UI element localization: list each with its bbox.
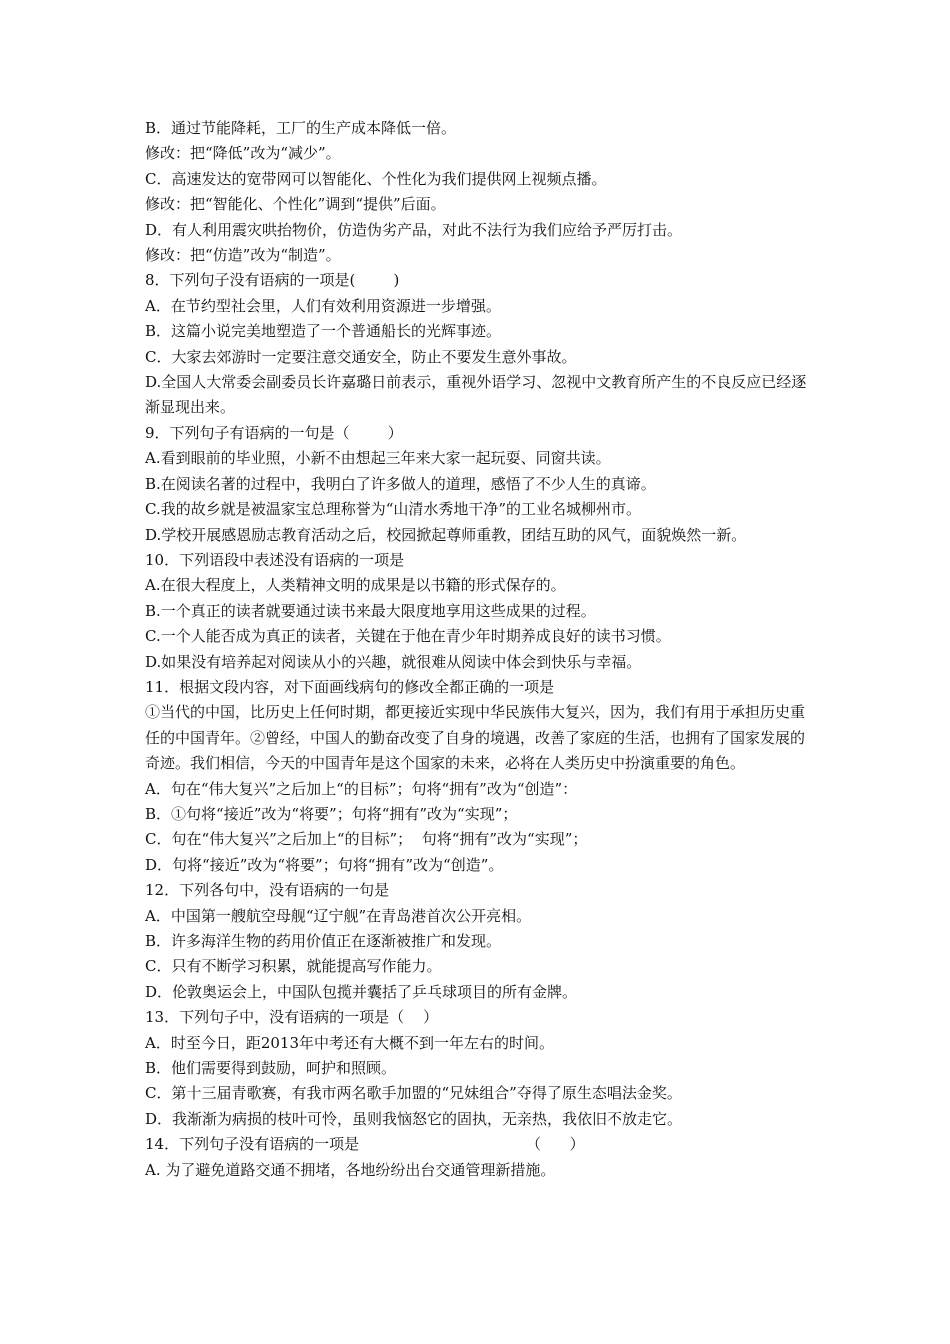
option-line: A．在节约型社会里，人们有效利用资源进一步增强。 [145,296,501,315]
option-line: C．只有不断学习积累，就能提高写作能力。 [145,957,442,976]
option-line: A. 为了避免道路交通不拥堵，各地纷纷出台交通管理新措施。 [145,1160,556,1179]
option-line: B．他们需要得到鼓励，呵护和照顾。 [145,1059,397,1078]
question-heading: 11．根据文段内容，对下面画线病句的修改全都正确的一项是 [145,677,555,696]
passage-paragraph: ①当代的中国，比历史上任何时期，都更接近实现中华民族伟大复兴，因为，我们有用于承担历史重任的中国青年。②曾经，中国人的勤奋改变了自身的境遇，改善了家庭的生活，也拥有了国家发展的奇迹。我们相信，今天的中国青年是这个国家的未来，必将在人类历史中扮演重要的角色。 [145,703,806,773]
option-line: A．时至今日，距2013年中考还有大概不到一年左右的时间。 [145,1033,555,1052]
question-heading: 14．下列句子没有语病的一项是 （ ） [145,1135,585,1154]
option-line: B.一个真正的读者就要通过读书来最大限度地享用这些成果的过程。 [145,601,596,620]
option-line: C．第十三届青歌赛，有我市两名歌手加盟的“兄妹组合”夺得了原生态唱法金奖。 [145,1084,682,1103]
text-line: C．高速发达的宽带网可以智能化、个性化为我们提供网上视频点播。 [145,169,607,188]
option-line: A．中国第一艘航空母舰“辽宁舰”在青岛港首次公开亮相。 [145,906,532,925]
option-line: A.在很大程度上，人类精神文明的成果是以书籍的形式保存的。 [145,576,566,595]
question-heading: 13．下列句子中，没有语病的一项是（ ） [145,1008,439,1027]
option-line: D.学校开展感恩励志教育活动之后，校园掀起尊师重教，团结互助的风气，面貌焕然一新。 [145,525,747,544]
question-heading: 10．下列语段中表述没有语病的一项是 [145,550,405,569]
option-line: B.在阅读名著的过程中，我明白了许多做人的道理，感悟了不少人生的真谛。 [145,474,656,493]
text-line: 修改：把“仿造”改为“制造”。 [145,246,341,265]
option-line: C.一个人能否成为真正的读者，关键在于他在青少年时期养成良好的读书习惯。 [145,627,671,646]
option-line: D．我渐渐为病损的枝叶可怜，虽则我恼怒它的固执，无亲热，我依旧不放走它。 [145,1109,683,1128]
option-line: C．句在“伟大复兴”之后加上“的目标”； 句将“拥有”改为“实现”； [145,830,588,849]
option-line: B．许多海洋生物的药用价值正在逐渐被推广和发现。 [145,932,502,950]
question-heading: 12．下列各句中，没有语病的一句是 [145,881,390,900]
option-line: D．伦敦奥运会上，中国队包揽并囊括了乒乓球项目的所有金牌。 [145,982,578,1001]
option-line: C.我的故乡就是被温家宝总理称誉为“山清水秀地干净”的工业名城柳州市。 [145,500,642,519]
option-line: B．这篇小说完美地塑造了一个普通船长的光辉事迹。 [145,322,502,341]
text-line: D．有人利用震灾哄抬物价，仿造伪劣产品，对此不法行为我们应给予严厉打击。 [145,220,683,239]
question-heading: 8．下列句子没有语病的一项是( ) [145,271,400,290]
option-line: B．①句将“接近”改为“将要”；句将“拥有”改为“实现”； [145,804,518,823]
option-line: D．句将“接近”改为“将要”；句将“拥有”改为“创造”。 [145,855,504,874]
question-heading: 9．下列句子有语病的一句是（ ） [145,423,403,442]
option-line: C．大家去郊游时一定要注意交通安全，防止不要发生意外事故。 [145,347,577,366]
text-line: 修改：把“智能化、个性化”调到“提供”后面。 [145,195,446,214]
option-line: A.看到眼前的毕业照，小新不由想起三年来大家一起玩耍、同窗共读。 [145,449,611,468]
text-line: B．通过节能降耗，工厂的生产成本降低一倍。 [145,119,457,137]
text-line: 修改：把“降低”改为“减少”。 [145,144,341,163]
option-line: A．句在“伟大复兴”之后加上“的目标”；句将“拥有”改为“创造”： [145,779,578,798]
option-line: D.如果没有培养起对阅读从小的兴趣，就很难从阅读中体会到快乐与幸福。 [145,652,642,671]
option-line: D.全国人大常委会副委员长许嘉璐日前表示，重视外语学习、忽视中文教育所产生的不良反应已经逐渐显现出来。 [145,373,807,417]
